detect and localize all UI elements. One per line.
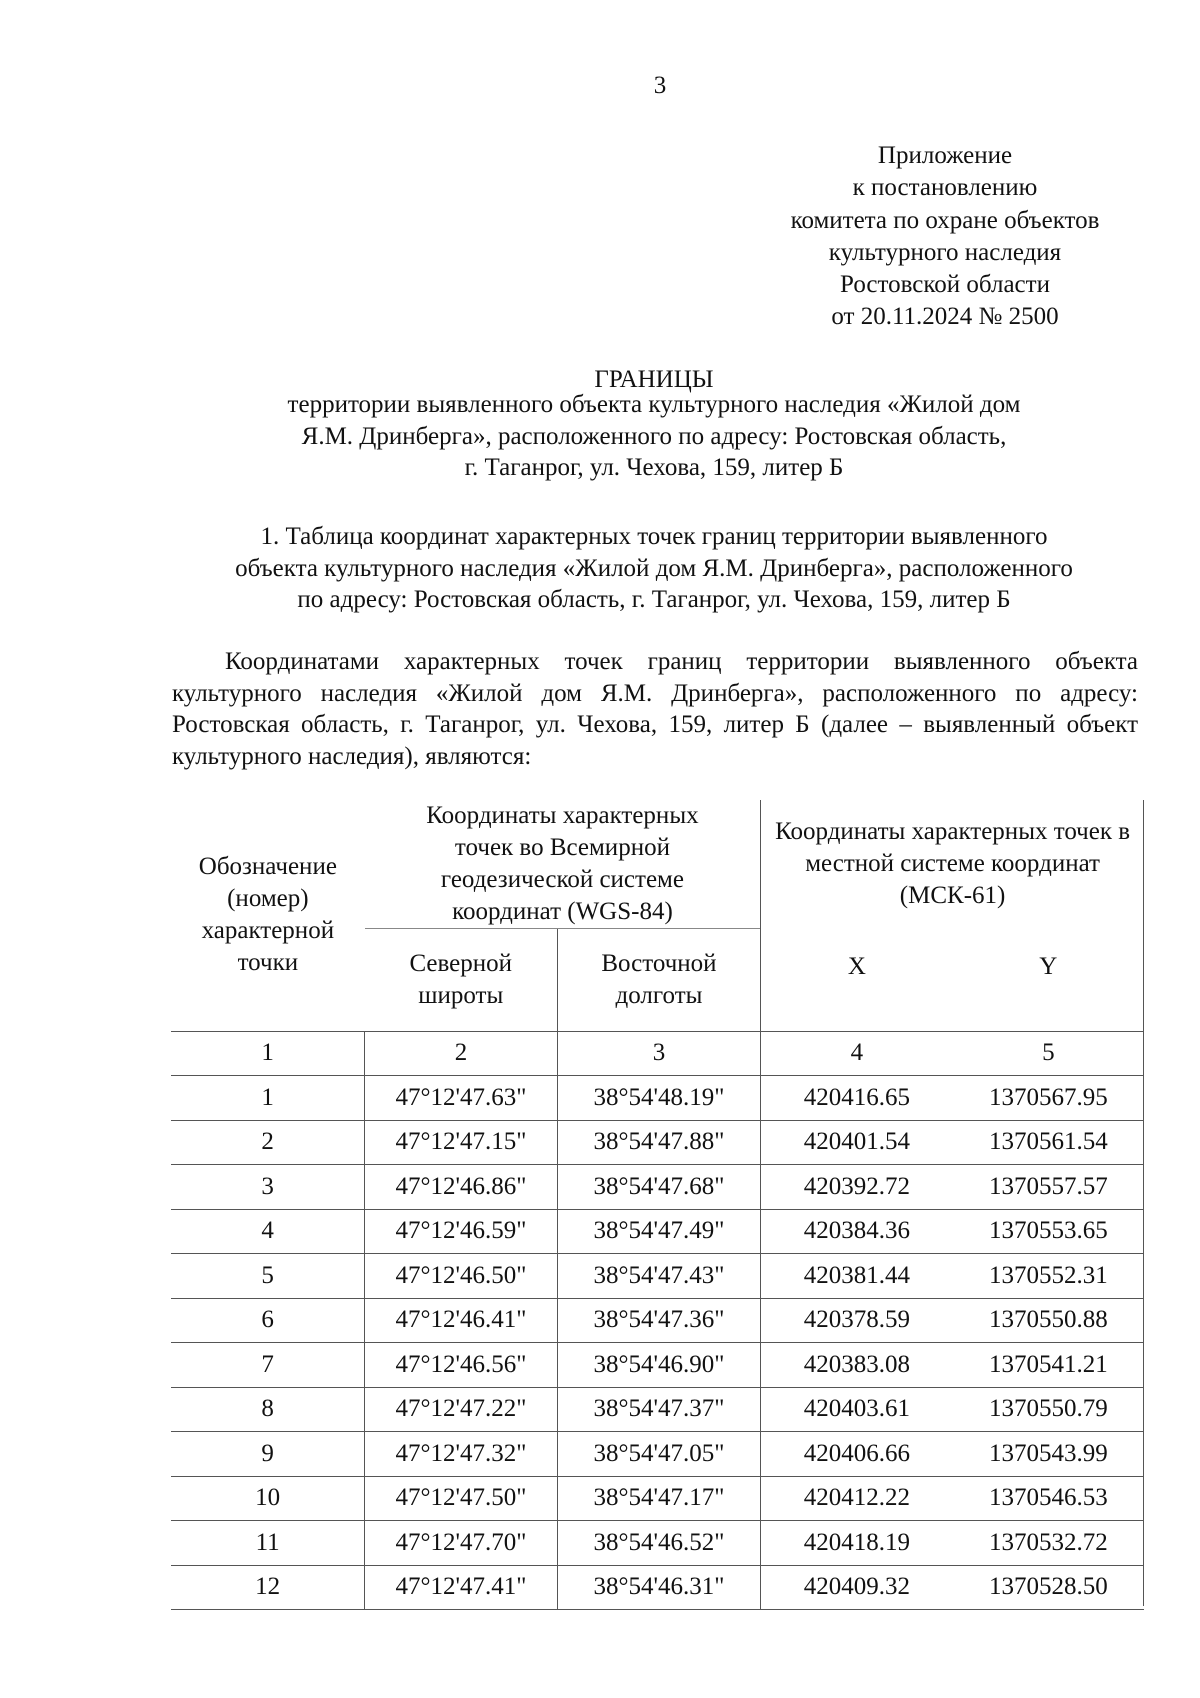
header-x: X: [761, 929, 953, 1032]
table-title-line: по адресу: Ростовская область, г. Таганрог, ул. Чехова, 159, литер Б: [297, 586, 1011, 614]
point-number-cell: 8: [171, 1387, 365, 1432]
x-cell: 420381.44: [761, 1254, 953, 1299]
table-header-row: [171, 800, 1144, 929]
x-cell: 420401.54: [761, 1120, 953, 1165]
y-cell: 1370541.21: [953, 1343, 1144, 1388]
appendix-line: от 20.11.2024 № 2500: [831, 303, 1059, 331]
y-cell: 1370561.54: [953, 1120, 1144, 1165]
table-row: [171, 1298, 1144, 1343]
point-number-cell: 1: [171, 1076, 365, 1121]
y-cell: 1370557.57: [953, 1165, 1144, 1210]
latitude-cell: 47°12'47.22": [365, 1387, 558, 1432]
y-cell: 1370528.50: [953, 1565, 1144, 1610]
x-cell: 420378.59: [761, 1298, 953, 1343]
y-cell: 1370550.88: [953, 1298, 1144, 1343]
table-row: [171, 1120, 1144, 1165]
y-cell: 1370567.95: [953, 1076, 1144, 1121]
table-row: [171, 1165, 1144, 1210]
header-wgs: Координаты характерных точек во Всемирной геодезической системе координат (WGS-84): [426, 802, 699, 925]
x-cell: 420384.36: [761, 1209, 953, 1254]
table-title-line: объекта культурного наследия «Жилой дом Я.М. Дринберга», расположенного: [235, 554, 1073, 582]
latitude-cell: 47°12'46.56": [365, 1343, 558, 1388]
longitude-cell: 38°54'47.68": [557, 1165, 760, 1210]
header-point: Обозначение (номер) характерной точки: [198, 853, 337, 977]
table-row: [171, 1076, 1144, 1121]
document-title: [170, 364, 1138, 484]
column-number-row: [171, 1031, 1144, 1076]
latitude-cell: 47°12'47.70": [365, 1521, 558, 1566]
y-cell: 1370553.65: [953, 1209, 1144, 1254]
appendix-line: к постановлению: [852, 174, 1038, 202]
title-line: Я.М. Дринберга», расположенного по адресу: Ростовская область,: [301, 422, 1007, 450]
point-number-cell: 4: [171, 1209, 365, 1254]
table-title: [170, 521, 1138, 616]
appendix-block: [760, 140, 1130, 334]
point-number-cell: 6: [171, 1298, 365, 1343]
table-row: [171, 1432, 1144, 1477]
x-cell: 420403.61: [761, 1387, 953, 1432]
page-number: 3: [653, 72, 667, 99]
latitude-cell: 47°12'47.15": [365, 1120, 558, 1165]
longitude-cell: 38°54'47.05": [557, 1432, 760, 1477]
latitude-cell: 47°12'46.86": [365, 1165, 558, 1210]
table-right-border: [1143, 800, 1144, 1606]
point-number-cell: 3: [171, 1165, 365, 1210]
title-heading: ГРАНИЦЫ: [594, 366, 714, 393]
table-row: [171, 1521, 1144, 1566]
title-line: территории выявленного объекта культурного наследия «Жилой дом: [287, 391, 1021, 419]
table-title-line: 1. Таблица координат характерных точек границ территории выявленного: [260, 523, 1048, 550]
y-cell: 1370532.72: [953, 1521, 1144, 1566]
point-number-cell: 9: [171, 1432, 365, 1477]
longitude-cell: 38°54'47.43": [557, 1254, 760, 1299]
header-msk: Координаты характерных точек в местной системе координат (МСК-61): [761, 800, 1144, 929]
latitude-cell: 47°12'47.50": [365, 1476, 558, 1521]
column-number: 1: [171, 1031, 365, 1076]
appendix-line: культурного наследия: [828, 238, 1062, 266]
appendix-line: Приложение: [877, 142, 1013, 169]
latitude-cell: 47°12'46.59": [365, 1209, 558, 1254]
point-number-cell: 2: [171, 1120, 365, 1165]
longitude-cell: 38°54'47.49": [557, 1209, 760, 1254]
table-row: [171, 1476, 1144, 1521]
x-cell: 420392.72: [761, 1165, 953, 1210]
table-row: [171, 1387, 1144, 1432]
longitude-cell: 38°54'47.17": [557, 1476, 760, 1521]
table-body: [171, 1076, 1144, 1610]
title-line: г. Таганрог, ул. Чехова, 159, литер Б: [464, 454, 844, 482]
latitude-cell: 47°12'47.32": [365, 1432, 558, 1477]
table-row: [171, 1565, 1144, 1610]
longitude-cell: 38°54'48.19": [557, 1076, 760, 1121]
latitude-cell: 47°12'47.63": [365, 1076, 558, 1121]
header-latitude: Северной широты: [365, 929, 558, 1032]
y-cell: 1370550.79: [953, 1387, 1144, 1432]
x-cell: 420383.08: [761, 1343, 953, 1388]
longitude-cell: 38°54'46.31": [557, 1565, 760, 1610]
intro-paragraph: Координатами характерных точек границ территории выявленного объекта культурного наследия «Жилой дом Я.М. Дринберга», расположенного по адресу: Ростовская область, г. Таганрог, ул. Чехова, 159, литер Б (далее – выявленный объект культурного наследия), являются:: [172, 648, 1138, 771]
table-row: [171, 1343, 1144, 1388]
x-cell: 420409.32: [761, 1565, 953, 1610]
longitude-cell: 38°54'46.90": [557, 1343, 760, 1388]
longitude-cell: 38°54'47.88": [557, 1120, 760, 1165]
point-number-cell: 10: [171, 1476, 365, 1521]
x-cell: 420406.66: [761, 1432, 953, 1477]
latitude-cell: 47°12'46.50": [365, 1254, 558, 1299]
y-cell: 1370543.99: [953, 1432, 1144, 1477]
column-number: 2: [365, 1031, 558, 1076]
column-number: 4: [761, 1031, 953, 1076]
table-row: [171, 1254, 1144, 1299]
column-number: 5: [953, 1031, 1144, 1076]
header-y: Y: [1039, 952, 1058, 980]
x-cell: 420418.19: [761, 1521, 953, 1566]
longitude-cell: 38°54'47.36": [557, 1298, 760, 1343]
appendix-line: комитета по охране объектов: [790, 206, 1100, 234]
column-number: 3: [557, 1031, 760, 1076]
latitude-cell: 47°12'47.41": [365, 1565, 558, 1610]
x-cell: 420416.65: [761, 1076, 953, 1121]
point-number-cell: 12: [171, 1565, 365, 1610]
point-number-cell: 5: [171, 1254, 365, 1299]
header-longitude: Восточной долготы: [557, 929, 760, 1032]
latitude-cell: 47°12'46.41": [365, 1298, 558, 1343]
longitude-cell: 38°54'47.37": [557, 1387, 760, 1432]
point-number-cell: 11: [171, 1521, 365, 1566]
coordinates-table: [171, 800, 1144, 1610]
x-cell: 420412.22: [761, 1476, 953, 1521]
y-cell: 1370546.53: [953, 1476, 1144, 1521]
appendix-line: Ростовской области: [840, 271, 1050, 299]
point-number-cell: 7: [171, 1343, 365, 1388]
longitude-cell: 38°54'46.52": [557, 1521, 760, 1566]
table-row: [171, 1209, 1144, 1254]
y-cell: 1370552.31: [953, 1254, 1144, 1299]
